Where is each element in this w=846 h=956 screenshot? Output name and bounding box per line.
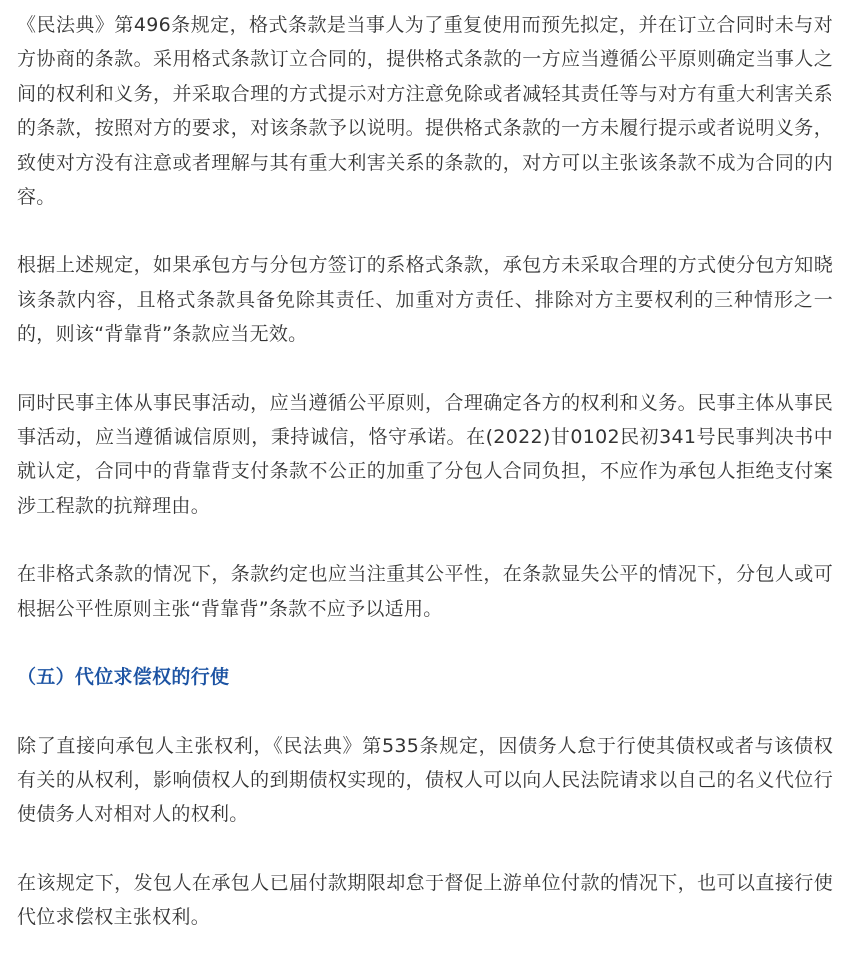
paragraph-spacer — [17, 832, 833, 866]
paragraph-spacer — [17, 523, 833, 557]
paragraph-fairness-principle: 同时民事主体从事民事活动，应当遵循公平原则，合理确定各方的权利和义务。民事主体从事民事活动，应当遵循诚信原则，秉持诚信，恪守承诺。在(2022)甘0102民初341号民事判决书中就认定，合同中的背靠背支付条款不公正的加重了分包人合同负担，不应作为承包人拒绝支付案涉工程款的抗辩理由。 — [17, 391, 833, 517]
paragraph-subrogation-rule: 除了直接向承包人主张权利，《民法典》第535条规定，因债务人怠于行使其债权或者与该债权有关的从权利，影响债权人的到期债权实现的，债权人可以向人民法院请求以自己的名义代位行使债务人对相对人的权利。 — [17, 734, 833, 826]
article-body — [17, 8, 833, 935]
paragraph-spacer — [17, 214, 833, 248]
section-heading-subrogation: （五）代位求偿权的行使 — [17, 666, 230, 689]
paragraph-spacer — [17, 626, 833, 660]
paragraph-spacer — [17, 352, 833, 386]
paragraph-subrogation-application: 在该规定下，发包人在承包人已届付款期限却怠于督促上游单位付款的情况下，也可以直接行使代位求偿权主张权利。 — [17, 871, 833, 929]
paragraph-non-format-clause: 在非格式条款的情况下，条款约定也应当注重其公平性，在条款显失公平的情况下，分包人或可根据公平性原则主张“背靠背”条款不应予以适用。 — [17, 563, 833, 620]
paragraph-spacer — [17, 695, 833, 729]
paragraph-format-clause-rule: 《民法典》第496条规定，格式条款是当事人为了重复使用而预先拟定，并在订立合同时未与对方协商的条款。采用格式条款订立合同的，提供格式条款的一方应当遵循公平原则确定当事人之间的权利和义务，并采取合理的方式提示对方注意免除或者减轻其责任等与对方有重大利害关系的条款，按照对方的要求，对该条款予以说明。提供格式条款的一方未履行提示或者说明义务，致使对方没有注意或者理解与其有重大利害关系的条款的，对方可以主张该条款不成为合同的内容。 — [17, 14, 833, 209]
paragraph-back-to-back-invalid: 根据上述规定，如果承包方与分包方签订的系格式条款，承包方未采取合理的方式使分包方知晓该条款内容，且格式条款具备免除其责任、加重对方责任、排除对方主要权利的三种情形之一的，则该“背靠背”条款应当无效。 — [17, 254, 833, 346]
